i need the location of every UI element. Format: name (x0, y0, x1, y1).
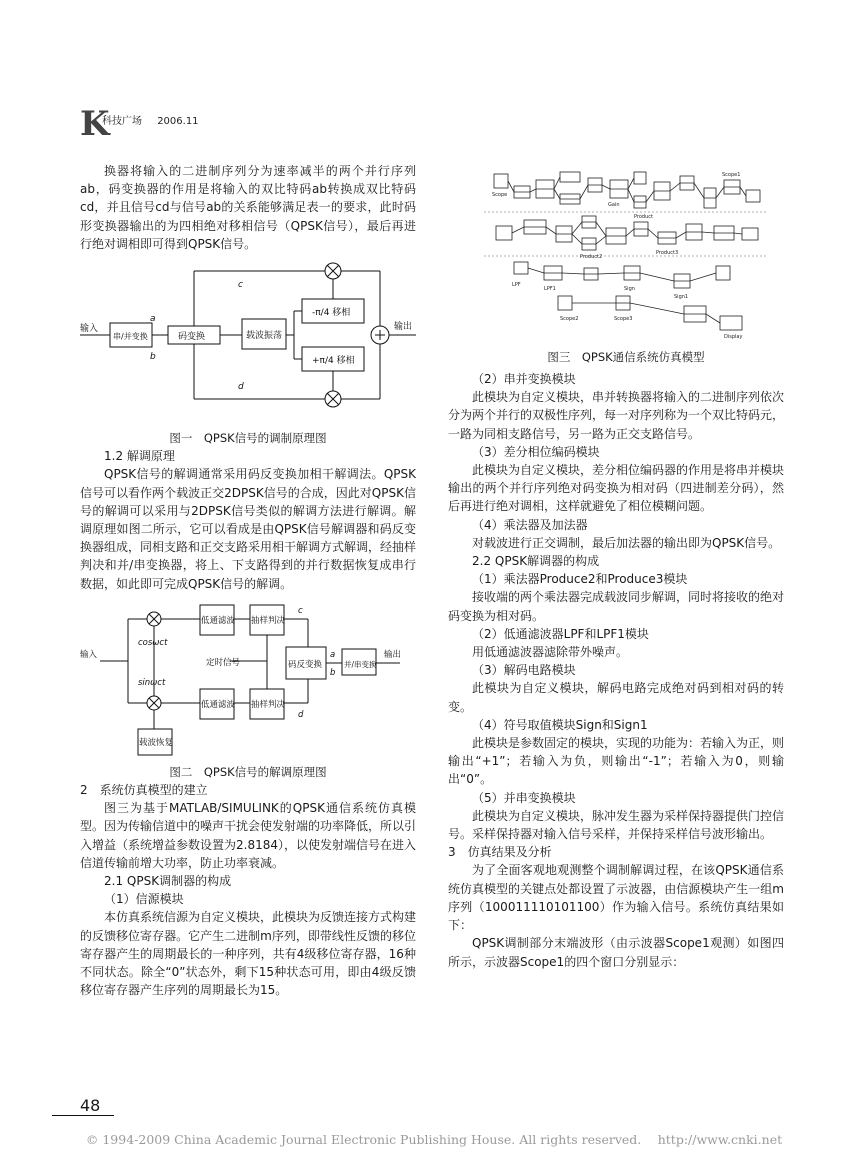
paragraph-results-intro: 为了全面客观地观测整个调制解调过程，在该QPSK通信系统仿真模型的关键点处都设置了示波器，由信源模块产生一组m序列（100011110101100）作为输入信号。系统仿真结果如下： (448, 863, 784, 933)
fig1-code-block: 码变换 (178, 332, 206, 343)
fig3-label-scope1: Scope1 (722, 172, 741, 178)
fig2-sample-top: 抽样判决 (251, 615, 286, 626)
fig2-input-label: 输入 (80, 649, 98, 660)
fig3-label-scope2: Scope2 (560, 316, 579, 322)
fig1-input-label: 输入 (80, 324, 99, 335)
subsection-lpf-heading: （2）低通滤波器LPF和LPF1模块 (472, 626, 649, 641)
paragraph-intro: 换器将输入的二进制序列分为速率减半的两个并行序列ab，码变换器的作用是将输入的双比特码ab转换成双比特码cd，并且信号cd与信号ab的关系能够满足表一的要求，此时码形变换器输出的为四相绝对移相信号（QPSK信号），最后再进行绝对调相即可得到QPSK信号。 (80, 164, 416, 251)
fig3-label-sign1: Sign1 (674, 294, 689, 300)
subsection-ps-heading: （5）并串变换模块 (472, 790, 576, 805)
fig3-label-scope: Scope (492, 192, 508, 198)
subsection-mult-heading: （4）乘法器及加法器 (472, 517, 588, 532)
paragraph-sp-module: 此模块为自定义模块，串并转换器将输入的二进制序列依次分为两个并行的双极性序列，每一对序列称为一个双比特码元，一路为同相支路信号，另一路为正交支路信号。 (448, 390, 785, 441)
fig2-decode-block: 码反变换 (288, 659, 323, 670)
fig3-label-product2: Product2 (580, 254, 603, 260)
paragraph-demodulation: QPSK信号的解调通常采用码反变换加相干解调法。QPSK信号可以看作两个载波正交2DPSK信号的合成，因此对QPSK信号的解调可以采用与2DPSK信号类似的解调方法进行解调。解调原理如图二所示，它可以看成是由QPSK信号解调器和码反变换器组成，同相支路和正交支路采用相干解调方式解调，经抽样判决和并/串变换器，将上、下支路得到的并行数据恢复成串行数据，如此即可完成QPSK信号的解调。 (80, 467, 417, 591)
fig3-label-lpf1: LPF1 (544, 286, 556, 292)
subsection-produce-heading: （1）乘法器Produce2和Produce3模块 (472, 572, 688, 587)
fig2-label-c: c (298, 605, 303, 616)
paragraph-scope1: QPSK调制部分末端波形（由示波器Scope1观测）如图四所示，示波器Scope1的四个窗口分别显示： (448, 936, 784, 969)
left-column (80, 162, 416, 999)
section-2-2-heading: 2.2 QPSK解调器的构成 (472, 554, 600, 569)
fig1-sp-block: 串/并变换 (113, 332, 148, 342)
fig2-lpf-bottom: 低通滤波 (201, 699, 236, 710)
copyright-footer: © 1994-2009 China Academic Journal Electronic Publishing House. All rights reserved. http://www.cnki.net (85, 1132, 783, 1147)
journal-name: 科技广场 (102, 116, 142, 127)
fig3-label-display: Display (724, 334, 743, 340)
figure-1-modulation-diagram (80, 257, 416, 425)
paragraph-ps-module: 此模块为自定义模块，脉冲发生器为采样保持器提供门控信号。采样保持器对输入信号采样，并保持采样信号波形输出。 (448, 808, 785, 842)
subsection-sign-heading: （4）符号取值模块Sign和Sign1 (472, 717, 648, 732)
fig3-label-lpf: LPF (512, 282, 521, 288)
figure-3-caption: 图三 QPSK通信系统仿真模型 (547, 350, 705, 364)
fig1-label-b: b (150, 352, 156, 363)
paragraph-lpf-module: 用低通滤波器滤除带外噪声。 (472, 645, 629, 660)
fig2-output-label: 输出 (384, 649, 402, 660)
figure-1-caption: 图一 QPSK信号的调制原理图 (169, 431, 327, 446)
fig2-label-b: b (330, 667, 336, 678)
fig3-label-scope3: Scope3 (614, 316, 633, 322)
subsection-diff-heading: （3）差分相位编码模块 (472, 444, 600, 459)
fig1-output-label: 输出 (394, 322, 413, 333)
fig2-ps-block: 并/串变换 (344, 659, 377, 669)
paragraph-source-module: 本仿真系统信源为自定义模块，此模块为反馈连接方式构建的反馈移位寄存器。它产生二进制m序列，即带线性反馈的移位寄存器产生的周期最长的一种序列，共有4级移位寄存器，16种不同状态。除全“0”状态外，剩下15种状态可用，即由4级反馈移位寄存器产生序列的周期最长为15。 (80, 910, 417, 998)
journal-issue: 2006.11 (157, 116, 199, 127)
paragraph-mult-module: 对载波进行正交调制，最后加法器的输出即为QPSK信号。 (472, 535, 781, 550)
figure-3-simulink-model (484, 166, 768, 348)
fig3-label-gain: Gain (608, 202, 620, 208)
fig2-label-a: a (330, 649, 336, 660)
fig1-phase-minus: -π/4 移相 (312, 308, 351, 319)
subsection-sp-heading: （2）串并变换模块 (472, 372, 576, 386)
fig1-label-a: a (150, 314, 156, 325)
fig1-carrier-block: 载波振荡 (246, 331, 283, 342)
fig2-sin-label: sinωct (138, 677, 166, 688)
figure-2-caption: 图二 QPSK信号的解调原理图 (169, 764, 327, 779)
fig2-lpf-top: 低通滤波 (201, 615, 236, 626)
right-column (448, 370, 784, 971)
journal-logo: K (80, 104, 110, 144)
fig3-label-product3: Product3 (656, 250, 679, 256)
paragraph-sign-module: 此模块是参数固定的模块，实现的功能为：若输入为正，则输出“+1”；若输入为负，则输出“-1”；若输入为0，则输出“0”。 (448, 736, 785, 787)
paragraph-diff-module: 此模块为自定义模块，差分相位编码器的作用是将串并模块输出的两个并行序列绝对码变换为相对码（四进制差分码），然后再进行绝对调相，这样就避免了相位模糊问题。 (448, 463, 785, 514)
section-3-heading: 3 仿真结果及分析 (448, 845, 552, 860)
fig2-sample-bottom: 抽样判决 (251, 699, 286, 710)
section-1-2-heading: 1.2 解调原理 (104, 449, 175, 464)
journal-info (102, 112, 211, 127)
fig1-label-c: c (238, 280, 243, 291)
page-number: 48 (80, 1096, 101, 1115)
paragraph-decode-module: 此模块为自定义模块，解码电路完成绝对码到相对码的转变。 (448, 681, 784, 714)
page-number-rule (52, 1115, 114, 1116)
subsection-source-heading: （1）信源模块 (104, 892, 184, 907)
subsection-decode-heading: （3）解码电路模块 (472, 663, 576, 678)
fig3-label-product: Product (634, 214, 653, 220)
fig3-label-sign: Sign (624, 286, 635, 292)
fig2-carrier-block: 载波恢复 (139, 737, 174, 748)
paragraph-simulation-model: 图三为基于MATLAB/SIMULINK的QPSK通信系统仿真模型。因为传输信道中的噪声干扰会使发射端的功率降低，所以引入增益（系统增益参数设置为2.8184），以使发射端信号在进入信道传输前增大功率，防止功率衰减。 (80, 801, 417, 870)
paragraph-produce-module: 接收端的两个乘法器完成载波同步解调，同时将接收的绝对码变换为相对码。 (448, 590, 785, 623)
fig1-label-d: d (238, 382, 244, 393)
section-2-heading: 2 系统仿真模型的建立 (80, 783, 208, 798)
fig2-label-d: d (298, 709, 304, 720)
fig2-cos-label: cosωct (138, 637, 168, 648)
figure-2-demodulation-diagram (80, 597, 416, 759)
fig1-phase-plus: +π/4 移相 (312, 356, 355, 367)
section-2-1-heading: 2.1 QPSK调制器的构成 (104, 874, 232, 889)
fig2-timing-label: 定时信号 (206, 657, 241, 668)
